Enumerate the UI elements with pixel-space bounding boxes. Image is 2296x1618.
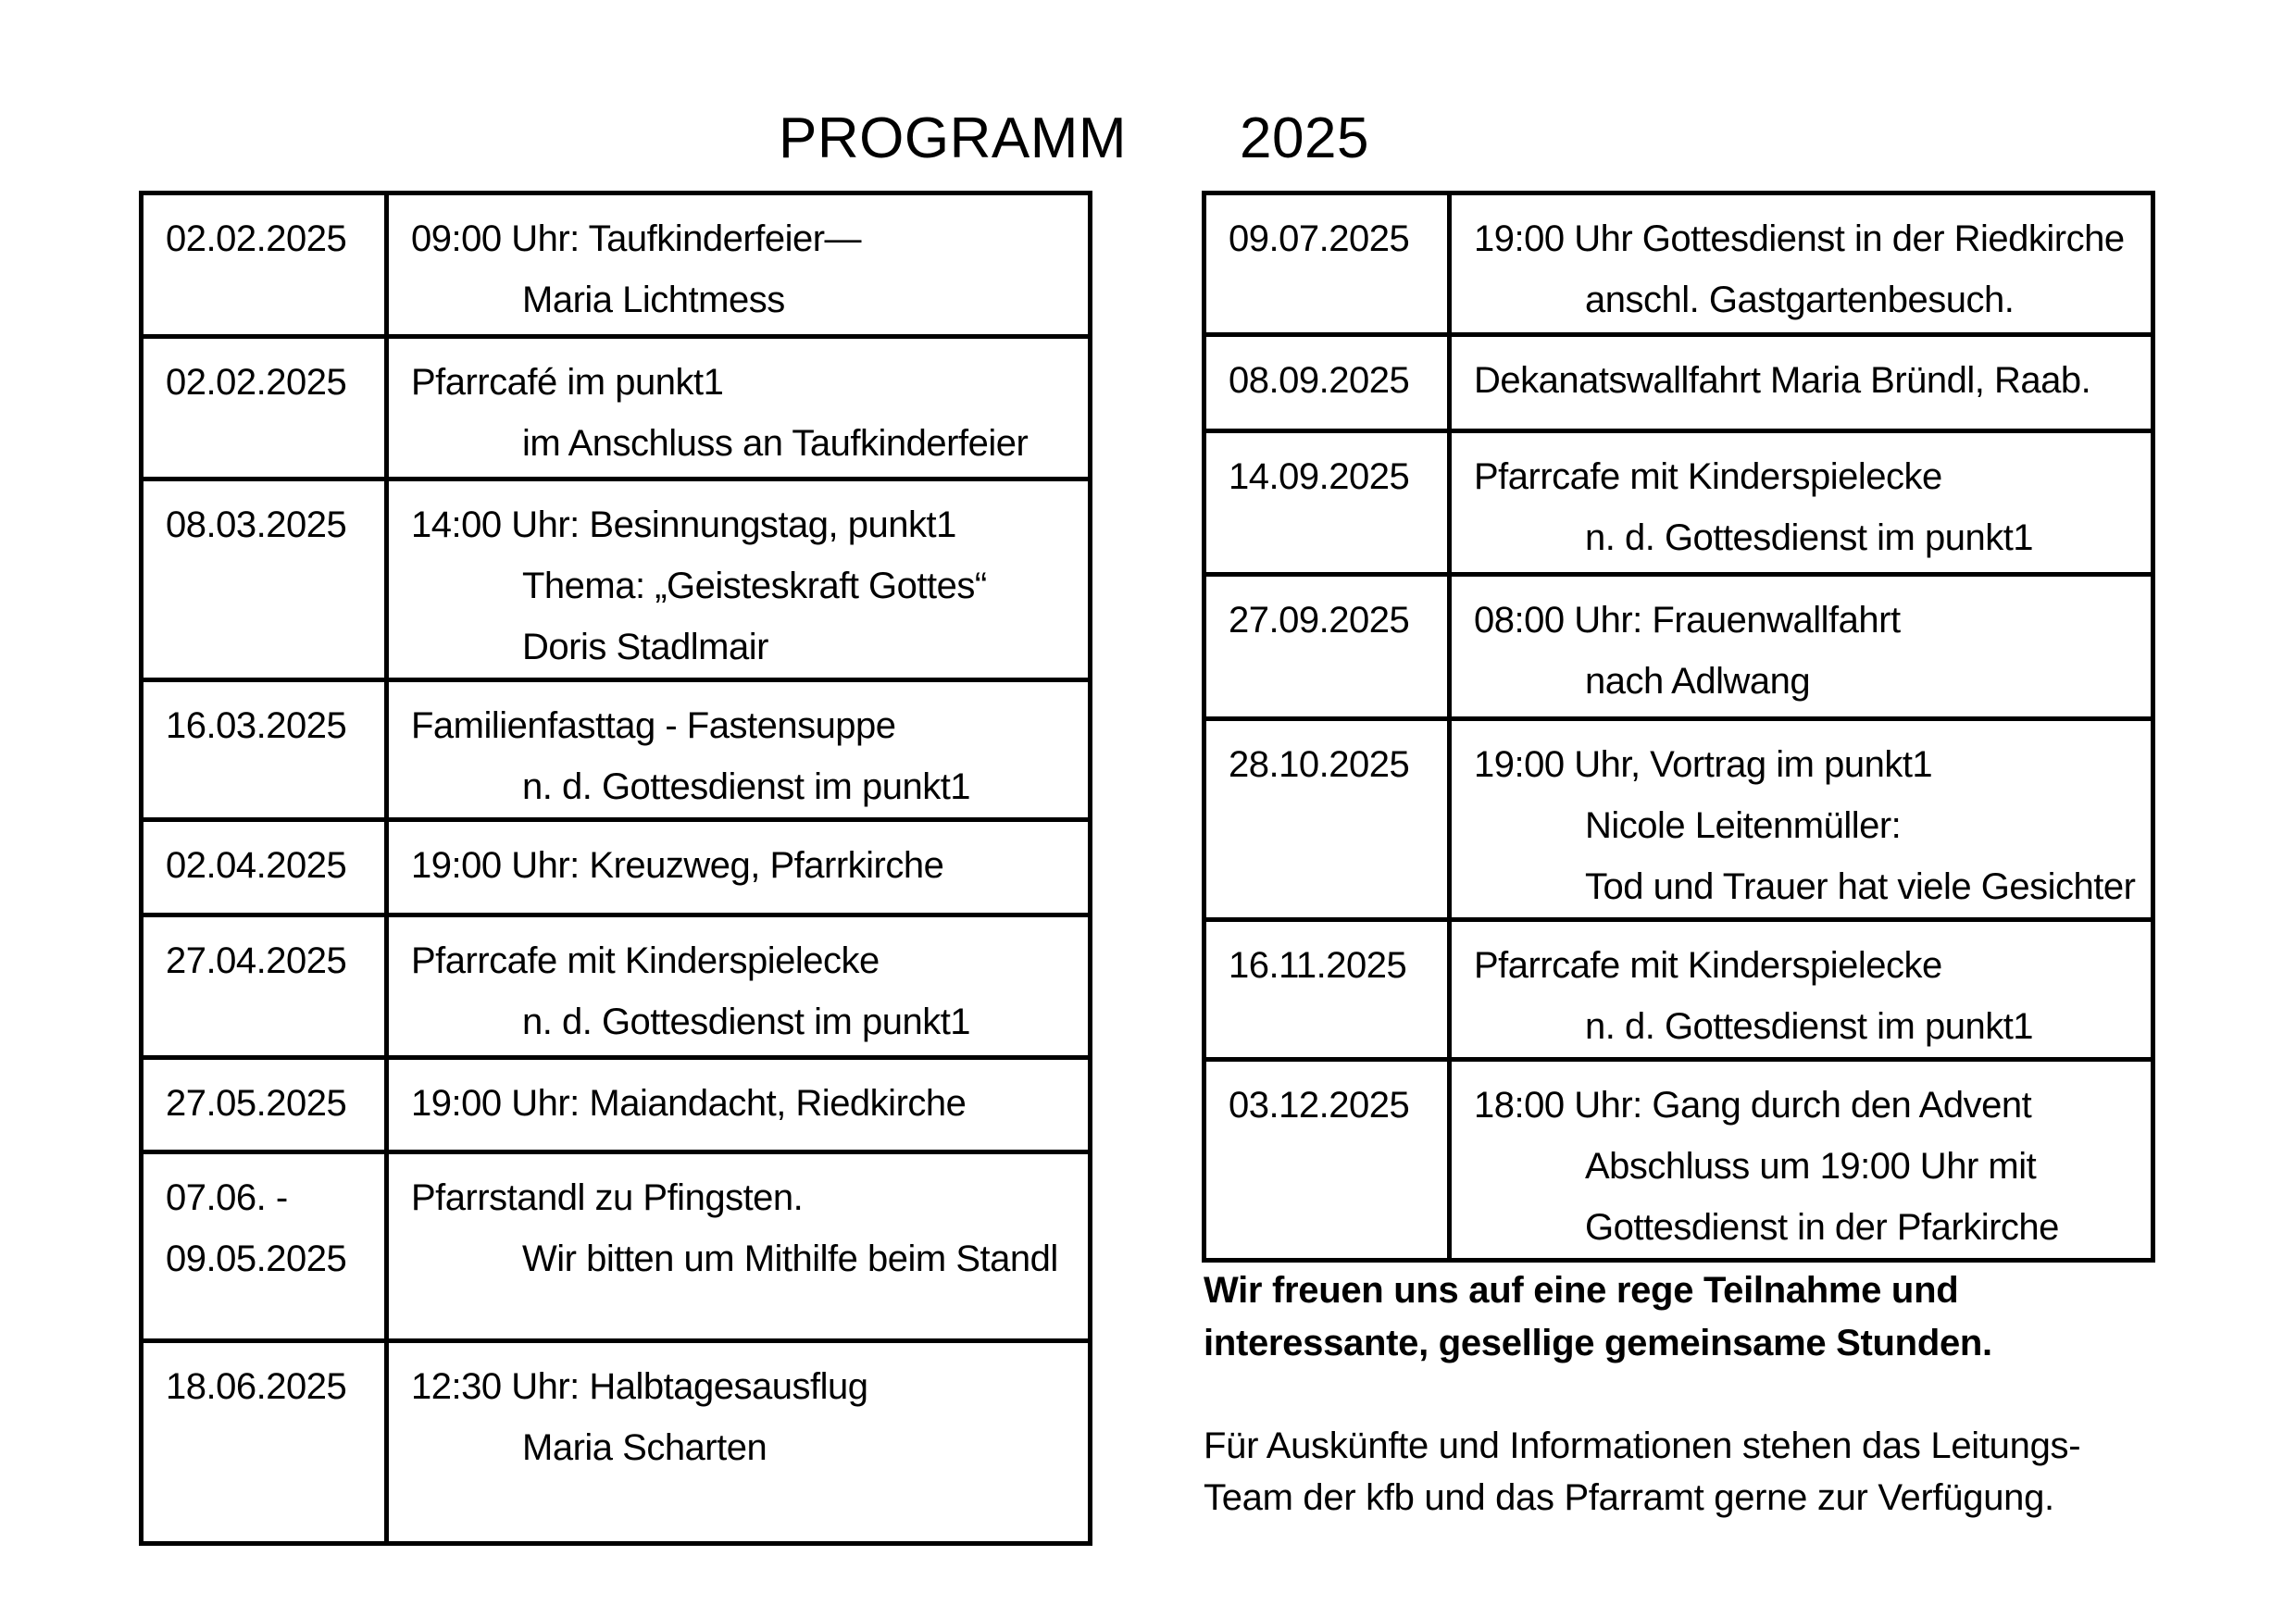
schedule-row [142,680,1091,820]
footer-line: Team der kfb und das Pfarramt gerne zur Verfügung. [1204,1477,2054,1518]
event-cell [387,1058,1091,1152]
date-cell [1204,431,1450,575]
date-cell [142,337,387,479]
event-cell [387,479,1091,680]
date-text: 27.05.2025 [166,1083,347,1124]
schedule-row [1204,431,2153,575]
schedule-row [1204,1060,2153,1261]
event-line: 14:00 Uhr: Besinnungstag, punkt1 [411,504,956,545]
date-cell [142,820,387,915]
date-cell [1204,1060,1450,1261]
date-text: 08.03.2025 [166,504,347,545]
event-cell [1450,1060,2153,1261]
date-cell [1204,575,1450,719]
event-line: 19:00 Uhr, Vortrag im punkt1 [1474,744,1933,785]
date-text: 08.09.2025 [1229,360,1410,401]
event-line: Gottesdienst in der Pfarkirche [1585,1207,2059,1248]
date-text: 14.09.2025 [1229,456,1410,497]
footer-line: interessante, gesellige gemeinsame Stunden. [1204,1323,1992,1363]
event-cell [387,915,1091,1058]
date-text: 07.06. - [166,1177,288,1218]
date-cell [142,680,387,820]
event-line: Dekanatswallfahrt Maria Bründl, Raab. [1474,360,2091,401]
schedule-row [142,1058,1091,1152]
date-text: 16.11.2025 [1229,945,1407,986]
event-cell [387,337,1091,479]
schedule-row [142,1152,1091,1341]
date-text: 09.05.2025 [166,1238,347,1279]
footer-line: Für Auskünfte und Informationen stehen das Leitungs- [1204,1425,2081,1466]
event-cell [1450,335,2153,431]
event-line: im Anschluss an Taufkinderfeier [522,423,1029,464]
date-cell [1204,719,1450,920]
title-programm: PROGRAMM [779,106,1127,170]
event-line: 19:00 Uhr: Kreuzweg, Pfarrkirche [411,845,944,886]
event-line: Doris Stadlmair [522,627,768,667]
event-line: 19:00 Uhr: Maiandacht, Riedkirche [411,1083,967,1124]
event-cell [1450,719,2153,920]
event-cell [1450,193,2153,335]
date-cell [1204,335,1450,431]
event-cell [1450,575,2153,719]
event-line: Pfarrcafe mit Kinderspielecke [411,940,880,981]
event-line: 08:00 Uhr: Frauenwallfahrt [1474,600,1901,641]
event-line: 09:00 Uhr: Taufkinderfeier— [411,218,862,259]
date-text: 18.06.2025 [166,1366,347,1407]
event-line: Familienfasttag - Fastensuppe [411,705,896,746]
date-cell [142,1152,387,1341]
event-line: 12:30 Uhr: Halbtagesausflug [411,1366,868,1407]
date-cell [1204,920,1450,1060]
event-line: Pfarrcafé im punkt1 [411,362,724,403]
date-cell [142,915,387,1058]
event-line: Pfarrcafe mit Kinderspielecke [1474,456,1942,497]
event-line: n. d. Gottesdienst im punkt1 [1585,1006,2034,1047]
event-cell [387,1341,1091,1544]
event-line: Nicole Leitenmüller: [1585,805,1902,846]
event-cell [1450,920,2153,1060]
event-line: Wir bitten um Mithilfe beim Standl [522,1238,1058,1279]
schedule-row [142,193,1091,337]
closing-remark [1204,1264,1992,1370]
event-line: 18:00 Uhr: Gang durch den Advent [1474,1085,2032,1126]
event-line: nach Adlwang [1585,661,1811,702]
event-line: Abschluss um 19:00 Uhr mit [1585,1146,2037,1187]
date-text: 27.09.2025 [1229,600,1410,641]
contact-info [1204,1420,2080,1524]
schedule-row [142,337,1091,479]
date-cell [142,479,387,680]
event-line: Thema: „Geisteskraft Gottes“ [522,566,987,606]
event-line: anschl. Gastgartenbesuch. [1585,280,2015,320]
schedule-row [142,915,1091,1058]
title-year: 2025 [1240,106,1369,170]
event-line: Maria Scharten [522,1427,767,1468]
event-line: Maria Lichtmess [522,280,785,320]
schedule-row [1204,575,2153,719]
footer-line: Wir freuen uns auf eine rege Teilnahme und [1204,1270,1959,1311]
date-cell [1204,193,1450,335]
schedule-row [1204,920,2153,1060]
event-line: Tod und Trauer hat viele Gesichter [1585,866,2136,907]
schedule-row [142,820,1091,915]
date-text: 02.04.2025 [166,845,347,886]
schedule-table-left [139,191,1092,1546]
schedule-table-right [1202,191,2155,1263]
date-text: 02.02.2025 [166,362,347,403]
schedule-row [1204,719,2153,920]
date-text: 28.10.2025 [1229,744,1410,785]
date-cell [142,1341,387,1544]
event-line: 19:00 Uhr Gottesdienst in der Riedkirche [1474,218,2125,259]
schedule-row [142,1341,1091,1544]
event-line: Pfarrstandl zu Pfingsten. [411,1177,804,1218]
event-cell [1450,431,2153,575]
date-text: 09.07.2025 [1229,218,1410,259]
event-cell [387,1152,1091,1341]
event-line: n. d. Gottesdienst im punkt1 [522,1002,971,1042]
event-line: Pfarrcafe mit Kinderspielecke [1474,945,1942,986]
event-line: n. d. Gottesdienst im punkt1 [522,766,971,807]
schedule-row [1204,193,2153,335]
schedule-row [142,479,1091,680]
date-cell [142,1058,387,1152]
schedule-row [1204,335,2153,431]
date-text: 16.03.2025 [166,705,347,746]
page-title [779,106,1369,170]
event-cell [387,193,1091,337]
event-cell [387,820,1091,915]
event-line: n. d. Gottesdienst im punkt1 [1585,517,2034,558]
date-text: 02.02.2025 [166,218,347,259]
date-text: 27.04.2025 [166,940,347,981]
event-cell [387,680,1091,820]
date-text: 03.12.2025 [1229,1085,1410,1126]
date-cell [142,193,387,337]
